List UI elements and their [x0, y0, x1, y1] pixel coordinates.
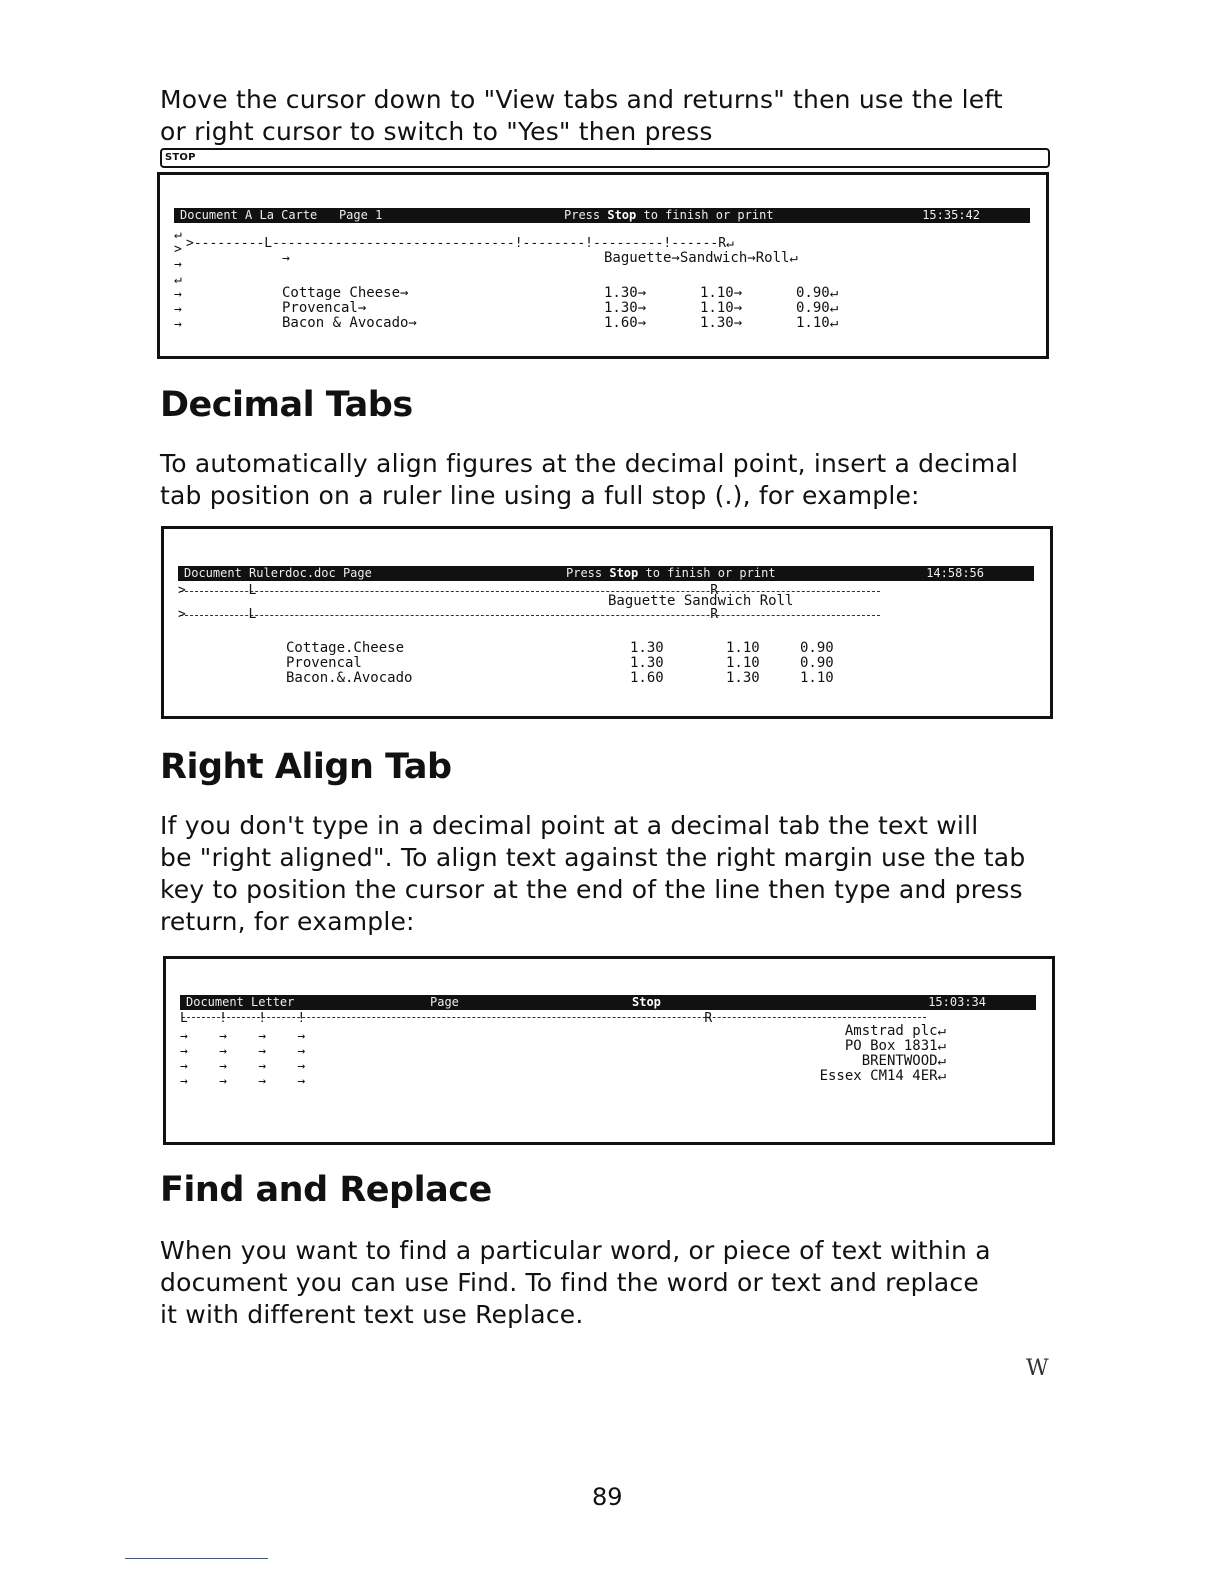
screen2-item-names: Cottage.Cheese Provencal Bacon.&.Avocado: [286, 640, 413, 686]
screen-example-view-tabs: [157, 172, 1049, 359]
screen-example-right-align: [163, 956, 1055, 1145]
screen1-col-sandwich: 1.10→ 1.10→ 1.30→: [700, 285, 743, 331]
screen1-col-roll: 0.90↵ 0.90↵ 1.10↵: [796, 285, 839, 331]
page-number: 89: [592, 1483, 623, 1511]
screen2-status-bar: [178, 566, 1034, 581]
screen1-clock: 15:35:42: [922, 208, 980, 222]
heading-decimal-tabs: Decimal Tabs: [160, 385, 413, 425]
heading-find-and-replace: Find and Replace: [160, 1170, 492, 1210]
screen2-clock: 14:58:56: [926, 566, 984, 580]
screen3-doc-title: Document Letter: [186, 995, 295, 1009]
screen2-col-sandwich: 1.10 1.10 1.30: [726, 640, 760, 686]
screen2-doc-title: Document Rulerdoc.doc Page: [184, 566, 372, 580]
screen3-status-bar: [180, 995, 1036, 1010]
screen3-ruler-markers: L ! ! ! R: [180, 1011, 713, 1026]
screen1-margin-markers: ↵ > → ↵ → → →: [174, 227, 182, 332]
screen3-clock: 15:03:34: [928, 995, 986, 1009]
screen1-item-names: Cottage Cheese→ Provencal→ Bacon & Avocado→: [282, 285, 417, 331]
screen1-ruler: >---------L-------------------------------!--------!---------!------R↵: [186, 236, 734, 251]
screen1-doc-title: Document A La Carte Page 1: [180, 208, 383, 222]
screen2-col-roll: 0.90 0.90 1.10: [800, 640, 834, 686]
right-line-3: key to position the cursor at the end of the line then type and press: [160, 875, 1023, 904]
stop-key-icon: STOP: [160, 148, 1050, 168]
footer-rule: [125, 1558, 268, 1559]
heading-right-align-tab: Right Align Tab: [160, 747, 452, 787]
screen2-column-headers: Baguette Sandwich Roll: [608, 593, 794, 609]
decimal-paragraph: [160, 448, 1050, 512]
screen2-ruler-marker-bottom: > L R: [178, 607, 719, 622]
screen1-status-bar: [174, 208, 1030, 223]
screen-example-decimal-tabs: [161, 526, 1053, 719]
screen2-press-hint: Press Stop to finish or print: [566, 566, 776, 580]
screen1-tab-arrow: →: [282, 251, 290, 266]
screen1-col-baguette: 1.30→ 1.30→ 1.60→: [604, 285, 647, 331]
screen3-tab-arrows: → → → → → → → → → → → → → → → →: [180, 1029, 306, 1089]
right-line-1: If you don't type in a decimal point at a decimal tab the text will: [160, 811, 979, 840]
find-line-1: When you want to find a particular word, or piece of text within a: [160, 1236, 991, 1265]
find-replace-paragraph: [160, 1235, 1050, 1331]
find-line-2: document you can use Find. To find the word or text and replace: [160, 1268, 979, 1297]
intro-line-1: Move the cursor down to "View tabs and returns" then use the left: [160, 85, 1003, 114]
screen2-col-baguette: 1.30 1.30 1.60: [630, 640, 664, 686]
decimal-line-1: To automatically align figures at the decimal point, insert a decimal: [160, 449, 1019, 478]
intro-line-2: or right cursor to switch to "Yes" then press STOP: [160, 116, 1050, 200]
right-line-2: be "right aligned". To align text against the right margin use the tab: [160, 843, 1026, 872]
right-line-4: return, for example:: [160, 907, 415, 936]
screen3-page-label: Page: [430, 995, 459, 1009]
decimal-line-2: tab position on a ruler line using a full stop (.), for example:: [160, 481, 920, 510]
screen1-column-headers: Baguette→Sandwich→Roll↵: [604, 250, 798, 266]
screen1-press-hint: Press Stop to finish or print: [564, 208, 774, 222]
right-align-paragraph: [160, 810, 1050, 938]
screen3-stop-label: Stop: [632, 995, 661, 1009]
screen2-ruler-marker-top: > L R: [178, 583, 719, 598]
find-line-3: it with different text use Replace.: [160, 1300, 584, 1329]
screen3-address: Amstrad plc↵ PO Box 1831↵ BRENTWOOD↵ Essex CM14 4ER↵: [819, 1023, 946, 1084]
corner-mark: W: [1026, 1356, 1049, 1381]
